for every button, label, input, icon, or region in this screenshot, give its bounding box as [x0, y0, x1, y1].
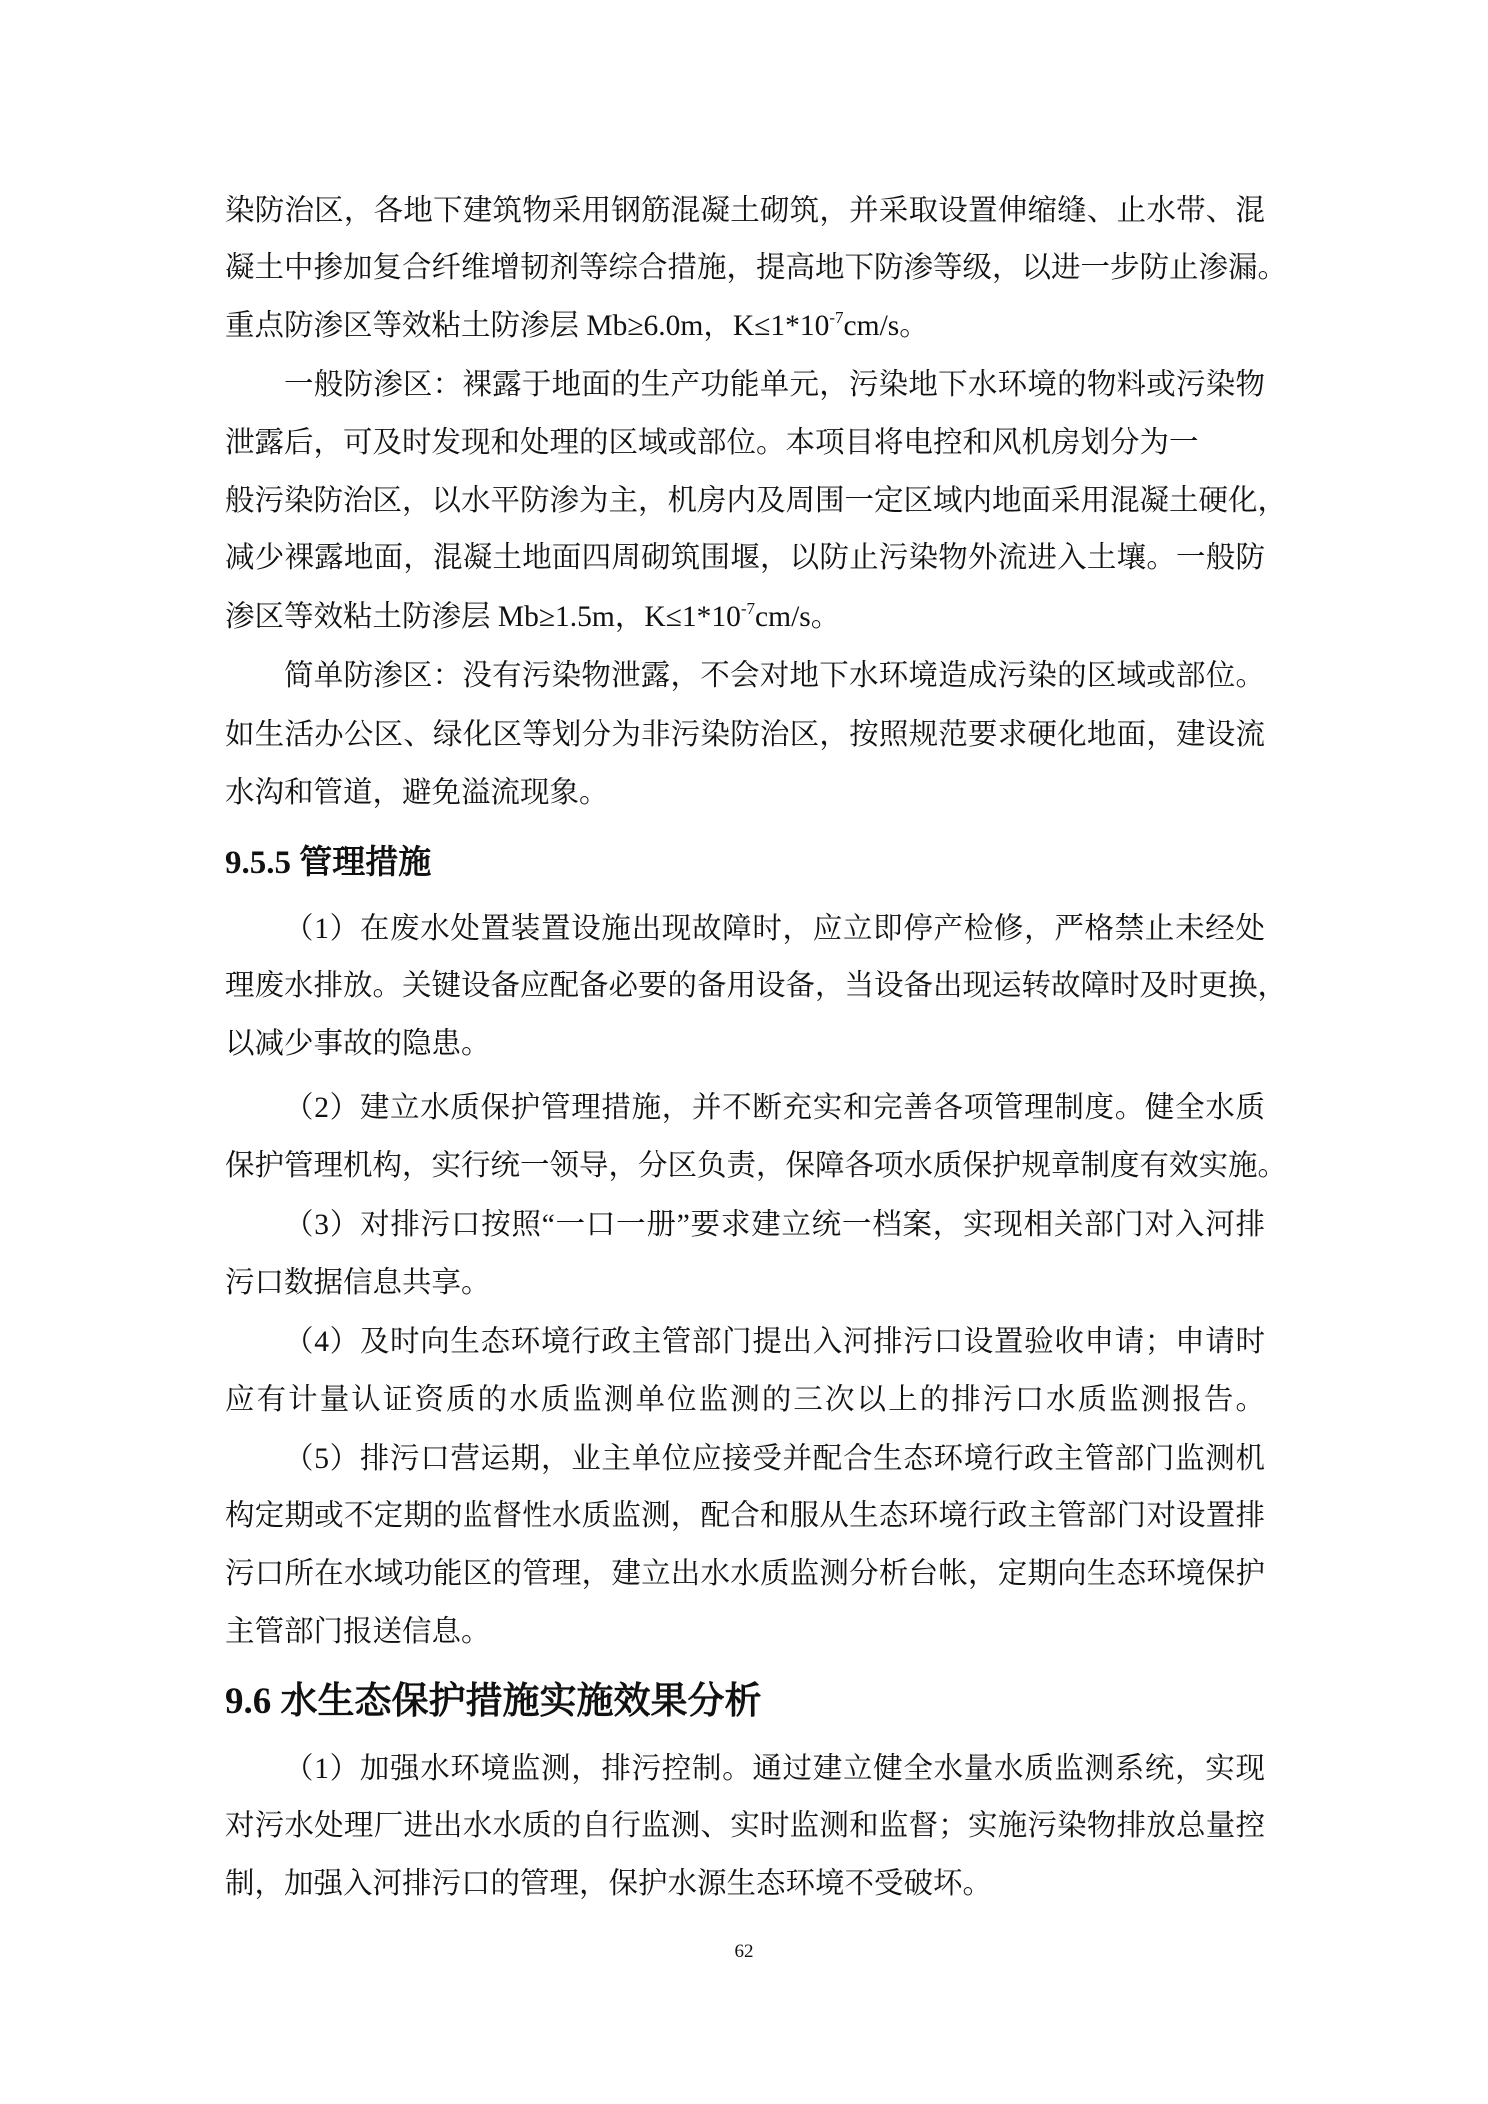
section-heading: 9.6 水生态保护措施实施效果分析: [225, 1681, 762, 1722]
text-span: 渗区等效粘土防渗层 Mb≥1.5m，K≤1*10: [225, 601, 741, 633]
text-line: 主管部门报送信息。: [225, 1616, 491, 1648]
text-line: 减少裸露地面，混凝土地面四周砌筑围堰，以防止污染物外流进入土壤。一般防: [225, 542, 1265, 574]
text-line: （5）排污口营运期，业主单位应接受并配合生态环境行政主管部门监测机: [284, 1443, 1265, 1475]
text-line: （2）建立水质保护管理措施，并不断充实和完善各项管理制度。健全水质: [284, 1092, 1265, 1124]
text-line: 保护管理机构，实行统一领导，分区负责，保障各项水质保护规章制度有效实施。: [225, 1150, 1288, 1182]
text-line: （1）在废水处置装置设施出现故障时，应立即停产检修，严格禁止未经处: [284, 913, 1265, 945]
text-span: cm/s。: [755, 601, 841, 633]
text-span: cm/s。: [843, 310, 929, 342]
superscript: -7: [829, 308, 844, 327]
superscript: -7: [740, 599, 756, 618]
text-line: 水沟和管道，避免溢流现象。: [225, 777, 609, 809]
section-heading: 9.5.5 管理措施: [225, 845, 432, 881]
text-line: 简单防渗区：没有污染物泄露，不会对地下水环境造成污染的区域或部位。: [284, 660, 1265, 692]
text-line: 如生活办公区、绿化区等划分为非污染防治区，按照规范要求硬化地面，建设流: [225, 719, 1265, 751]
text-line: （4）及时向生态环境行政主管部门提出入河排污口设置验收申请；申请时: [284, 1326, 1265, 1358]
text-line: 污口数据信息共享。: [225, 1267, 491, 1299]
text-line: 污口所在水域功能区的管理，建立出水水质监测分析台帐，定期向生态环境保护: [225, 1558, 1265, 1590]
text-line: 对污水处理厂进出水水质的自行监测、实时监测和监督；实施污染物排放总量控: [225, 1810, 1265, 1842]
text-span: 重点防渗区等效粘土防渗层 Mb≥6.0m，K≤1*10: [225, 310, 830, 342]
text-line: 染防治区，各地下建筑物采用钢筋混凝土砌筑，并采取设置伸缩缝、止水带、混: [225, 195, 1265, 227]
text-line: 一般防渗区：裸露于地面的生产功能单元，污染地下水环境的物料或污染物: [284, 369, 1265, 401]
text-line: （3）对排污口按照“一口一册”要求建立统一档案，实现相关部门对入河排: [284, 1209, 1265, 1241]
text-line: 凝土中掺加复合纤维增韧剂等综合措施，提高地下防渗等级，以进一步防止渗漏。: [225, 252, 1288, 284]
text-line: 构定期或不定期的监督性水质监测，配合和服从生态环境行政主管部门对设置排: [225, 1500, 1265, 1532]
page-number: 62: [734, 1941, 754, 1962]
text-line: 应有计量认证资质的水质监测单位监测的三次以上的排污口水质监测报告。: [225, 1384, 1265, 1416]
text-line: （1）加强水环境监测，排污控制。通过建立健全水量水质监测系统，实现: [284, 1753, 1265, 1785]
text-line: [225, 588, 1265, 646]
text-line: 以减少事故的隐患。: [225, 1028, 491, 1060]
text-line: 般污染防治区，以水平防渗为主，机房内及周围一定区域内地面采用混凝土硬化，: [225, 485, 1288, 517]
text-line: 理废水排放。关键设备应配备必要的备用设备，当设备出现运转故障时及时更换，: [225, 970, 1288, 1002]
text-line: [225, 297, 1265, 355]
text-line: 泄露后，可及时发现和处理的区域或部位。本项目将电控和风机房划分为一: [225, 427, 1199, 459]
text-line: 制，加强入河排污口的管理，保护水源生态环境不受破坏。: [225, 1868, 993, 1900]
